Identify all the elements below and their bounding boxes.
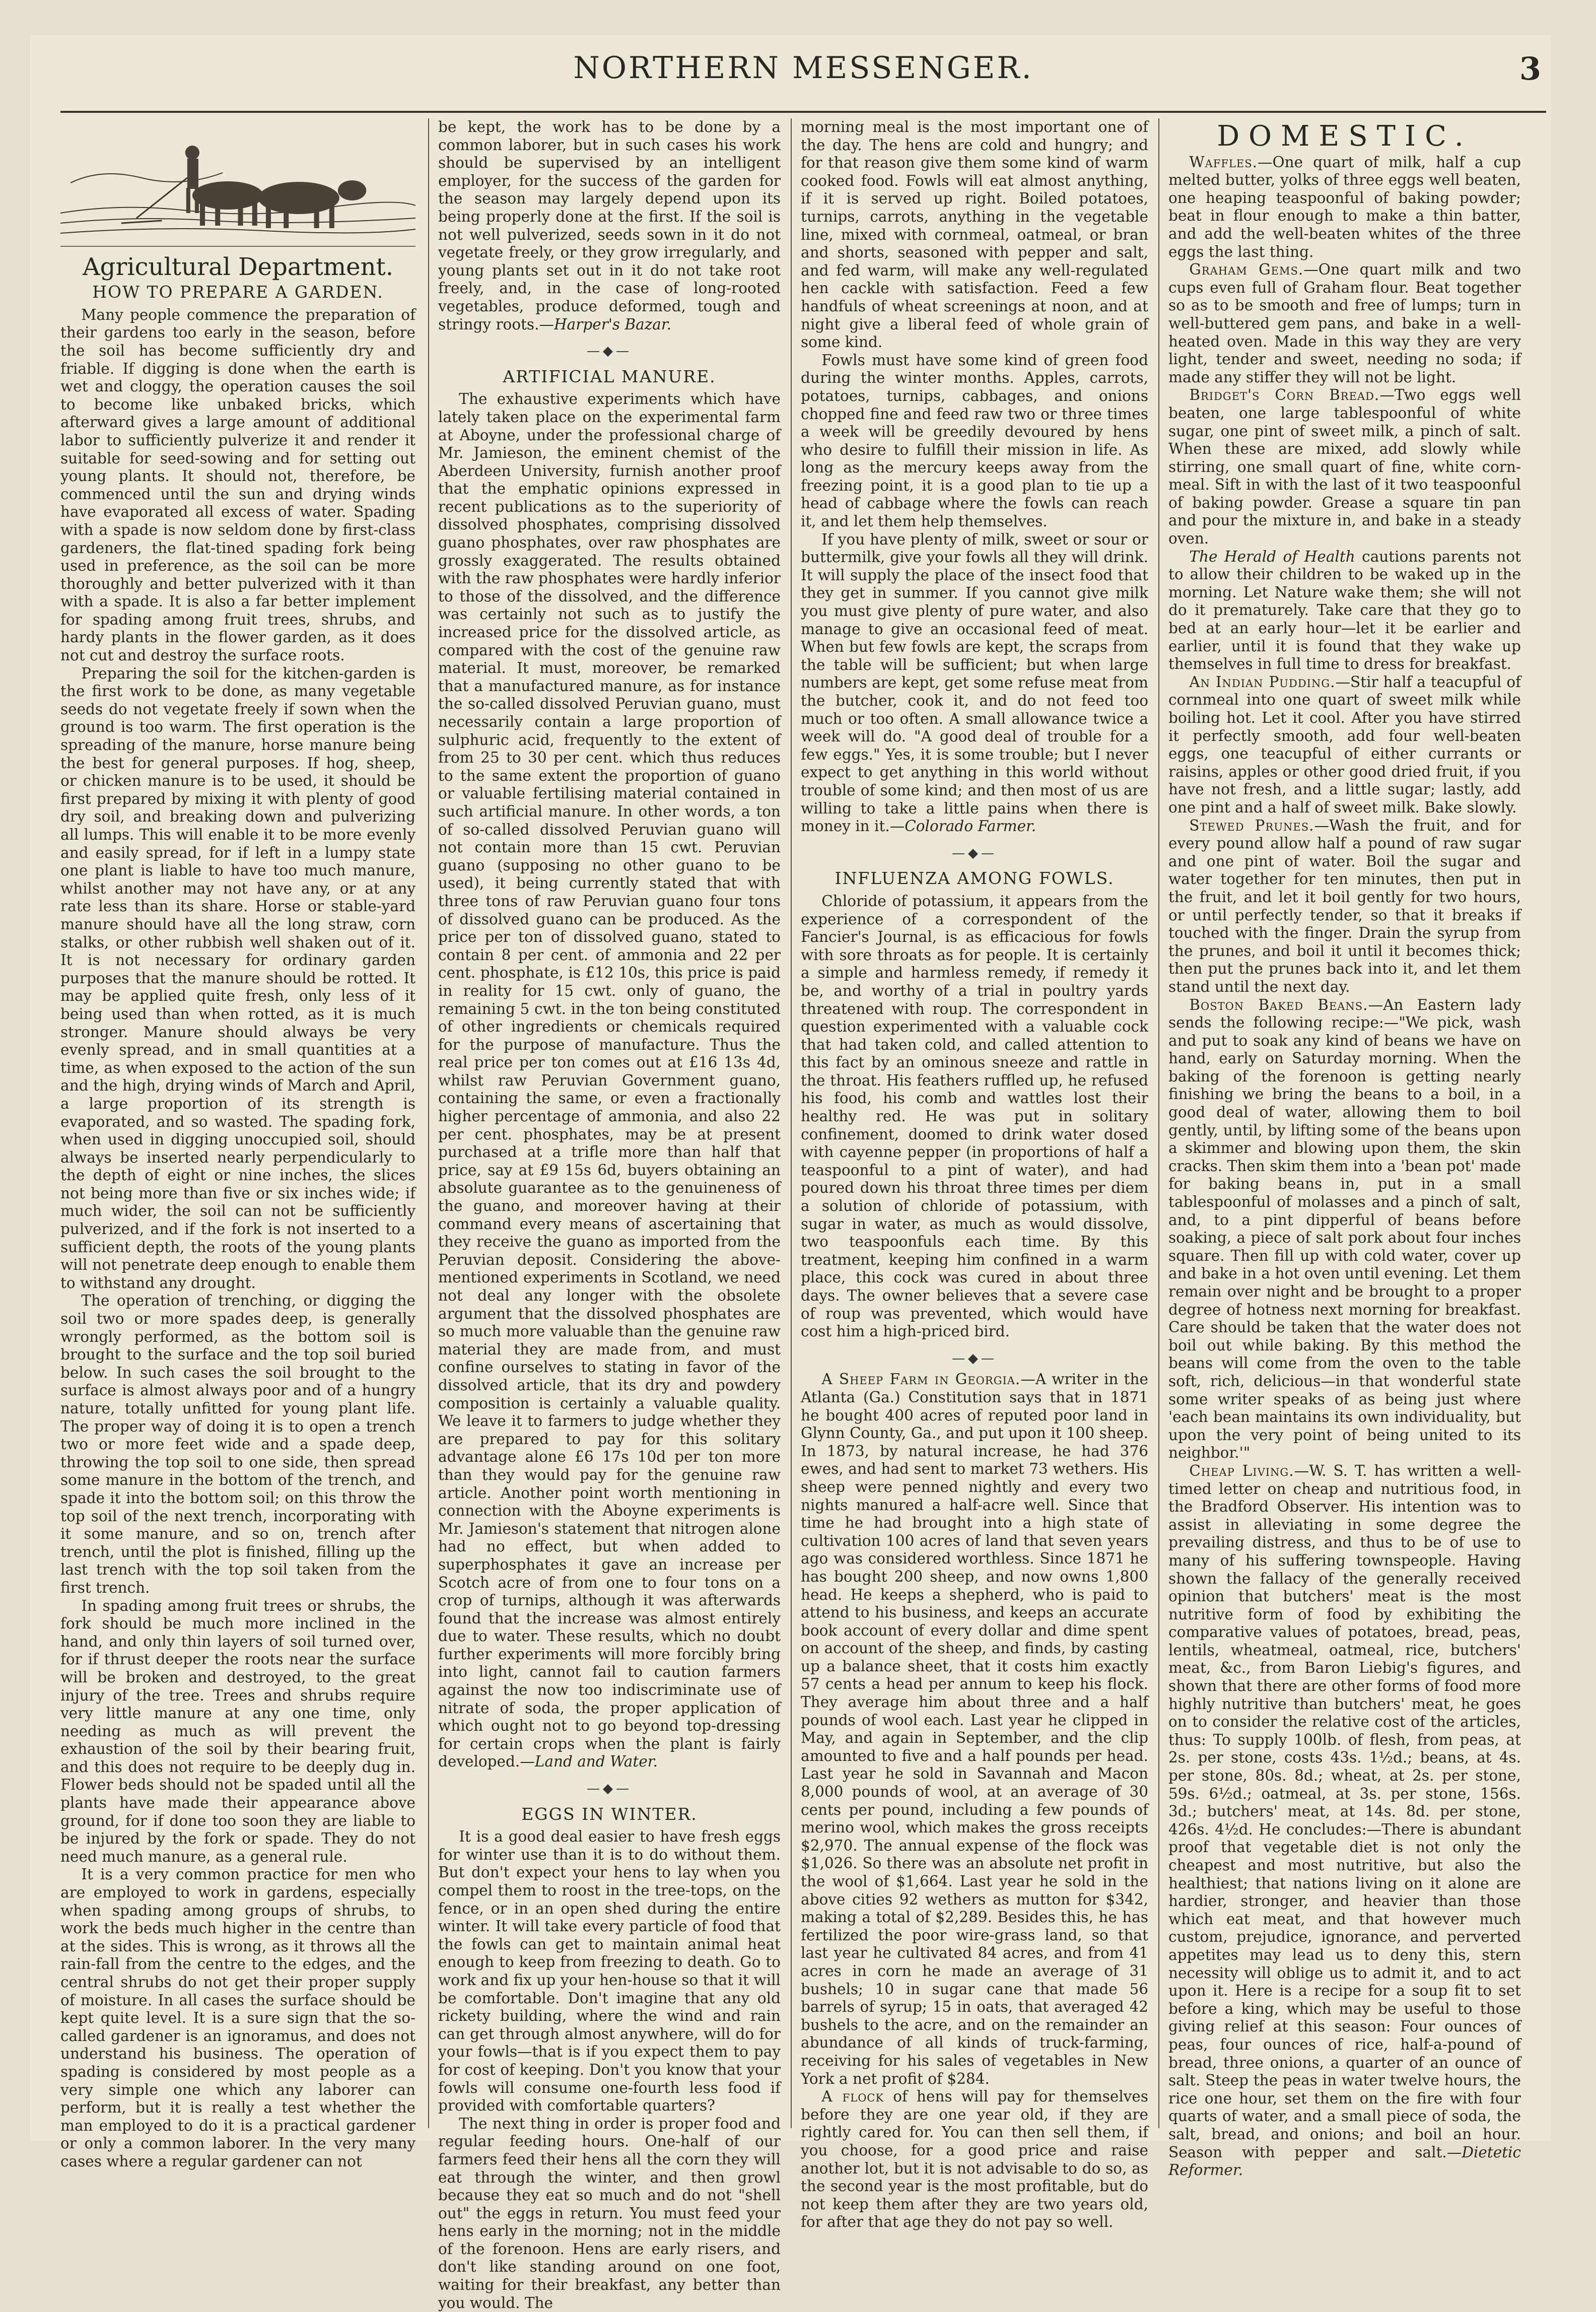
article-separator: —◆— — [952, 845, 997, 861]
recipe-item: Cheap Living.—W. S. T. has written a well-timed letter on cheap and nutritious food, in the Bradford Observer. His intention was to assist in alleviating in some degree the prevailing distress, and thus to be of use to many of his suffering townspeople. Having shown the fallacy of the generally received opinion that butchers' meat is the most nutritive form of food by exhibiting the comparative values of potatoes, bread, peas, lentils, wheatmeal, oatmeal, rice, butchers' meat, &c., from Baron Liebig's figures, and shown that there are other forms of food more highly nutritive than butchers' meat, he goes on to consider the relative cost of the articles, thus: To supply 100lb. of flesh, from peas, at 2s. per stone, costs 43s. 1½d.; beans, at 4s. per stone, 80s. 8d.; wheat, at 2s. per stone, 59s. 6½d.; oatmeal, at 3s. per stone, 156s. 3d.; butchers' meat, at 14s. 8d. per stone, 426s. 4½d. He concludes:—There is abundant proof that vegetable diet is not only the cheapest and most nutritive, but also the healthiest; that nations living on it alone are hardier, stronger, and heavier than those which eat meat, and that however much custom, prejudice, ignorance, and perverted appetites may lead us to deny this, stern necessity will oblige us to admit it, and to act upon it. Here is a recipe for a soup fit to set before a king, which may be useful to those giving relief at this season: Four ounces of peas, four ounces of rice, half-a-pound of bread, three onions, a quarter of an ounce of salt. Steep the peas in water twelve hours, the rice one hour, set them on the fire with four quarts of water, and a small piece of soda, the salt, bread, and onions; and boil an hour. Season with pepper and salt.—Dietetic Reformer. — [1168, 1462, 1521, 2179]
recipe-item: An Indian Pudding.—Stir half a teacupful of cornmeal into one quart of sweet milk while boiling hot. Let it cool. After you have stirred it perfectly smooth, add four well-beaten eggs, one teacupful of either currants or raisins, apples or other good dried fruit, if you have not fresh, and a little sugar; lastly, add one pint and a half of sweet milk. Bake slowly. — [1168, 673, 1521, 816]
recipe-item: Bridget's Corn Bread.—Two eggs well beaten, one large tablespoonful of white sugar, one pint of sweet milk, a pinch of salt. When these are mixed, add slowly while stirring, one small quart of fine, white corn-meal. Sift in with the last of it two teaspoonful of baking powder. Grease a square tin pan and pour the mixture in, and bake in a steady oven. — [1168, 386, 1521, 548]
article-separator: —◆— — [952, 1350, 997, 1366]
recipe-item: Boston Baked Beans.—An Eastern lady sends the following recipe:—"We pick, wash and put to soak any kind of beans we have on hand, early on Saturday morning. When the baking of the forenoon is getting nearly finishing we bring the beans to a boil, in a good deal of water, allowing them to boil gently, until, by lifting some of the beans upon a skimmer and blowing upon them, the skin cracks. Then skim them into a 'bean pot' made for baking beans in, put in a small tablespoonful of molasses and a pinch of salt, and, to a pint dipperful of beans before soaking, a piece of salt pork about four inches square. Then fill up with cold water, cover up and bake in a hot oven until evening. Let them remain over night and be brought to a proper degree of hotness next morning for breakfast. Care should be taken that the water does not boil out while baking. By this method the beans will come from the oven to the table soft, rich, delicious—in that wonderful state some writer speaks of as being just where 'each bean maintains its own individuality, but upon the very point of being united to its neighbor.'" — [1168, 996, 1521, 1462]
column-rule — [1158, 118, 1159, 2128]
source-attribution: Dietetic Reformer. — [1168, 2143, 1521, 2179]
eggs-paragraph: Fowls must have some kind of green food during the winter months. Apples, carrots, potatoes, turnips, cabbages, and onions chopped fine and feed raw two or three times a week will be greedily devoured by hens who desire to fulfill their mission in life. As long as the mercury keeps away from the freezing point, it is a good plan to tie up a head of cabbage where the fowls can reach it, and let them help themselves. — [801, 351, 1148, 530]
department-title: Agricultural Department. — [82, 252, 394, 281]
garden-paragraph: In spading among fruit trees or shrubs, the fork should be much more inclined in the hand, and only thin layers of soil turned over, for if thrust deeper the roots near the surface will be broken and destroyed, to the great injury of the tree. Trees and shrubs require very little manure at any one time, only needing as much as will prevent the exhaustion of the soil by their bearing fruit, and this does not require to be deeply dug in. Flower beds should not be spaded until all the plants have made their appearance above ground, for if done too soon they are liable to be injured by the fork or spade. They do not need much manure, as a general rule. — [60, 1597, 415, 1865]
column-2 — [438, 118, 781, 2311]
column-rule — [791, 118, 792, 2128]
recipe-item: Graham Gems.—One quart milk and two cups even full of Graham flour. Beat together so as to be smooth and free of lumps; turn in well-buttered gem pans, and bake in a well-heated oven. Made in this way they are very light, tender and sweet, needing no soda; if made any stiffer they will not be light. — [1168, 261, 1521, 386]
garden-paragraph: The operation of trenching, or digging the soil two or more spades deep, is generally wrongly performed, as the bottom soil is brought to the surface and the top soil buried below. In such cases the soil brought to the surface is almost always poor and of a hungry nature, totally unfitted for young plant life. The proper way of doing it is to open a trench two or more feet wide and a spade deep, throwing the top soil to one side, then spread some manure in the bottom of the trench, and spade it into the bottom soil; on this throw the top soil of the next trench, incorporating with it some manure, and so on, trench after trench, until the plot is finished, filling up the last trench with the top soil taken from the first trench. — [60, 1292, 415, 1596]
article-heading-influenza: INFLUENZA AMONG FOWLS. — [835, 868, 1115, 889]
page-number: 3 — [1519, 50, 1541, 87]
article-separator: —◆— — [587, 1781, 632, 1797]
garden-paragraph: Preparing the soil for the kitchen-garden is the first work to be done, as many vegetable seeds do not vegetate freely if sown when the ground is too warm. The first operation is the spreading of the manure, horse manure being the best for general purposes. If hog, sheep, or chicken manure is to be used, it should be first prepared by mixing it with plenty of good dry soil, and breaking down and pulverizing all lumps. This will enable it to be more evenly and easily spread, for if left in a lumpy state one plant is liable to have too much manure, whilst another may not have any, or at any rate less than its share. Horse or stable-yard manure should have all the long straw, corn stalks, or other rubbish well shaken out of it. It is not necessary for ordinary garden purposes that the manure should be rotted. It may be applied quite fresh, only less of it being used than when rotted, as it is much stronger. Manure should always be very evenly spread, and in small quantities at a time, as when exposed to the action of the sun and the high, drying winds of March and April, a large proportion of its strength is evaporated, and so wasted. The spading fork, when used in digging unoccupied soil, should always be inserted nearly perpendicularly to the depth of eight or nine inches, the slices not being more than five or six inches wide; if much wider, the soil can not be sufficiently pulverized, and if the fork is not inserted to a sufficient depth, the roots of the young plants will not penetrate deep enough to enable them to withstand any drought. — [60, 664, 415, 1291]
article-heading-eggs: EGGS IN WINTER. — [521, 1804, 698, 1824]
article-heading-garden: HOW TO PREPARE A GARDEN. — [92, 282, 384, 302]
manure-paragraph: The exhaustive experiments which have lately taken place on the experimental farm at Aboyne, under the professional charge of Mr. Jamieson, the eminent chemist of the Aberdeen University, furnish another proof that the emphatic opinions expressed in recent publications as to the superiority of dissolved phosphates, comprising dissolved guano phosphates, over raw phosphates are grossly exaggerated. The results obtained with the raw phosphates were hardly inferior to those of the dissolved, and the difference was certainly not such as to justify the increased price for the dissolved article, as compared with the cost of the genuine raw material. It must, moreover, be remarked that a manufactured manure, as for instance the so-called dissolved Peruvian guano, must necessarily contain a large proportion of sulphuric acid, frequently to the extent of from 25 to 30 per cent. which thus reduces to the same extent the proportion of guano or valuable fertilising material contained in such artificial manure. In other words, a ton of so-called dissolved Peruvian guano will not contain more than 15 cwt. Peruvian guano (supposing no other guano to be used), it being currently stated that with three tons of raw Peruvian guano four tons of dissolved guano can be produced. As the price per ton of dissolved guano, stated to contain 8 per cent. of ammonia and 22 per cent. phosphate, is £12 10s, this price is paid in reality for 15 cwt. only of guano, the remaining 5 cwt. in the ton being constituted of other ingredients or chemicals required for the purpose of manufacture. Thus the real price per ton comes out at £16 13s 4d, whilst raw Peruvian Government guano, containing the same, or even a fractionally higher percentage of ammonia, and also 22 per cent. phosphates, may be at present purchased at a trifle more than half that price, say at £9 15s 6d, buyers obtaining an absolute guarantee as to the genuineness of the guano, and moreover having at their command every means of ascertaining that they receive the guano as imported from the Peruvian deposit. Considering the above-mentioned experiments in Scotland, we need not deal any longer with the obsolete argument that the dissolved phosphates are so much more valuable than the genuine raw material they are made from, and must confine ourselves to stating in favor of the dissolved article, that its dry and powdery composition is certainly a valuable quality. We leave it to farmers to judge whether they are prepared to pay for this solitary advantage alone £6 17s 10d per ton more than they would pay for the genuine raw article. Another point worth mentioning in connection with the Aboyne experiments is Mr. Jamieson's statement that nitrogen alone had no effect, but when added to superphosphates it gave an increase per Scotch acre of from one to four tons on a crop of turnips, although it was afterwards found that the increase was almost entirely due to water. These results, which no doubt further experiments will more forcibly bring into light, cannot fail to caution farmers against the now too indiscriminate use of nitrate of soda, the proper application of which ought not to go beyond top-dressing for certain crops when the plant is fairly developed.—Land and Water. — [438, 390, 781, 1771]
sheep-farm-paragraph: A Sheep Farm in Georgia.—A writer in the Atlanta (Ga.) Constitution says that in 1871 he bought 400 acres of reputed poor land in Glynn County, Ga., and put upon it 100 sheep. In 1873, by natural increase, he had 376 ewes, and had sent to market 73 wethers. His sheep were penned nightly and every two nights manured a half-acre well. Since that time he had brought into a high state of cultivation 100 acres of land that seven years ago was considered worthless. Since 1871 he has bought 200 sheep, and now owns 1,800 head. He keeps a shepherd, who is paid to attend to his business, and keeps an accurate book account of every dollar and dime spent on account of the sheep, and finds, by casting up a balance sheet, that it costs him exactly 57 cents a head per annum to keep his flock. They average him about three and a half pounds of wool each. Last year he clipped in May, and again in September, and the clip amounted to five and a half pounds per head. Last year he sold in Savannah and Macon 8,000 pounds of wool, at an average of 30 cents per pound, including a few pounds of merino wool, which makes the gross receipts $2,970. The annual expense of the flock was $1,026. So there was an absolute net profit in the wool of $1,664. Last year he sold in the above cities 92 wethers as mutton for $342, making a total of $2,289. Besides this, he has fertilized the poor wire-grass land, so that last year he cultivated 84 acres, and from 41 acres in corn he made an average of 31 bushels; 10 in sugar cane that made 56 barrels of syrup; 15 in oats, that averaged 42 bushels to the acre, and on the remainder an abundance of all kinds of truck-farming, receiving for his sales of vegetables in New York a net profit of $284. — [801, 1371, 1148, 2087]
column-rule — [428, 118, 429, 2128]
recipe-item: Waffles.—One quart of milk, half a cup melted butter, yolks of three eggs well beaten, one heaping teaspoonful of baking powder; beat in flour enough to make a thin batter, and add the well-beaten whites of the three eggs the last thing. — [1168, 153, 1521, 260]
column-4 — [1168, 118, 1521, 2179]
garden-paragraph: It is a very common practice for men who are employed to work in gardens, especially when spading among groups of shrubs, to work the beds much higher in the centre than at the sides. This is wrong, as it throws all the rain-fall from the centre to the edges, and the central shrubs do not get their proper supply of moisture. In all cases the surface should be kept quite level. It is a sure sign that the so-called gardener is an ignoramus, and does not understand his business. The operation of spading is considered by most people as a very simple one which any laborer can perform, but it is really a test whether the man employed to do it is a practical gardener or only a common laborer. In the very many cases where a regular gardener can not — [60, 1866, 415, 2170]
garden-paragraph: Many people commence the preparation of their gardens too early in the season, before the soil has become sufficiently dry and friable. If digging is done when the earth is wet and cloggy, the operation causes the soil to become like unbaked bricks, which afterward gives a large amount of additional labor to sufficiently pulverize it and render it suitable for seed-sowing and for setting out young plants. It should not, therefore, be commenced until the sun and drying winds have evaporated all excess of water. Spading with a spade is now seldom done by first-class gardeners, the flat-tined spading fork being used in preference, as the soil can be more thoroughly and better pulverized with it than with a spade. It is also a far better implement for spading among fruit trees, shrubs, and hardy plants in the flower garden, as it does not cut and destroy the surface roots. — [60, 306, 415, 664]
eggs-continuation: morning meal is the most important one of the day. The hens are cold and hungry; and for that reason give them some kind of warm cooked food. Fowls will eat almost anything, if it is served up right. Boiled potatoes, turnips, carrots, anything in the vegetable line, mixed with cornmeal, oatmeal, or bran and shorts, seasoned with pepper and salt, and fed warm, will make any well-regulated hen cackle with satisfaction. Feed a few handfuls of wheat screenings at noon, and at night give a liberal feed of whole grain of some kind. — [801, 118, 1148, 351]
garden-continuation: be kept, the work has to be done by a common laborer, but in such cases his work should be supervised by an intelligent employer, for the success of the garden for the season may largely depend upon its being properly done at the first. If the soil is not well pulverized, seeds sown in it do not vegetate freely, or they grow irregularly, and young plants set out in it do not take root freely, and, in the case of long-rooted vegetables, produce deformed, tough and stringy roots.—Harper's Bazar. — [438, 118, 781, 333]
eggs-paragraph: It is a good deal easier to have fresh eggs for winter use than it is to do without them. But don't expect your hens to lay when you compel them to roost in the tree-tops, on the fence, or in an open shed during the entire winter. It will take every particle of food that the fowls can get to maintain animal heat enough to keep from freezing to death. Go to work and fix up your hen-house so that it will be comfortable. Don't imagine that any old rickety building, where the wind and rain can get through almost anywhere, will do for your fowls—that is if you expect them to pay for cost of keeping. Don't you know that your fowls will consume one-fourth less food if provided with comfortable quarters? — [438, 1828, 781, 2115]
column-1 — [60, 118, 415, 2170]
recipe-item: Stewed Prunes.—Wash the fruit, and for every pound allow half a pound of raw sugar and one pint of water. Boil the sugar and water together for ten minutes, then put in the fruit, and let it boil gently for two hours, or until perfectly tender, so that it breaks if touched with the finger. Drain the syrup from the prunes, and boil it until it becomes thick; then put the prunes back into it, and let them stand until the next day. — [1168, 817, 1521, 995]
newspaper-page — [30, 35, 1551, 2311]
item-lead: A Sheep Farm in Georgia. — [821, 1371, 1021, 1388]
ploughing-woodcut-image — [60, 122, 415, 247]
source-attribution: Harper's Bazar. — [553, 315, 672, 333]
flock-paragraph: A flock of hens will pay for themselves before they are one year old, if they are rightly cared for. You can then sell them, if you choose, for a good price and raise another lot, but it is not advisable to do so, as the second year is the most profitable, but do not keep them after they are two years old, for after that age they do not pay so well. — [801, 2088, 1149, 2231]
domestic-heading: DOMESTIC. — [1217, 120, 1473, 153]
eggs-paragraph: If you have plenty of milk, sweet or sour or buttermilk, give your fowls all they will drink. It will supply the place of the insect food that they get in summer. If you cannot give milk you must give plenty of pure water, and also manage to give an occasional feed of meat. When but few fowls are kept, the scraps from the table will be sufficient; but when large numbers are kept, get some refuse meat from the butcher, cook it, and do not feed too much or too often. A small allowance twice a week will do. "A good deal of trouble for a few eggs." Yes, it is some trouble; but I never expect to get anything in this world without trouble of some kind; and then most of us are willing to take a little pains when there is money in it.—Colorado Farmer. — [801, 530, 1148, 835]
influenza-paragraph: Chloride of potassium, it appears from the experience of a correspondent of the Fancier's Journal, is as efficacious for fowls with sore throats as for people. It is certainly a simple and harmless remedy, if remedy it be, and worthy of a trial in poultry yards threatened with roup. The correspondent in question experimented with a valuable cock that had taken cold, and called attention to this fact by an ominous sneeze and rattle in the throat. His feathers ruffled up, he refused his food, his comb and wattles lost their healthy red. He was put in solitary confinement, doomed to drink water dosed with cayenne pepper (in proportions of half a teaspoonful to a pint of water), and had poured down his throat three times per diem a solution of chloride of potassium, with sugar in water, as much as would dissolve, two teaspoonfuls each time. By this treatment, keeping him confined in a warm place, this cock was cured in about three days. The owner believes that a severe case of roup was prevented, which would have cost him a high-priced bird. — [801, 892, 1148, 1340]
item-lead: A flock — [821, 2088, 884, 2105]
source-attribution: Land and Water. — [534, 1753, 658, 1771]
eggs-paragraph: The next thing in order is proper food and regular feeding hours. One-half of our farmers feed their hens all the corn they will eat through the winter, and then growl because they eat so much and do not "shell out" the eggs in return. You must feed your hens early in the morning; not in the middle of the forenoon. Hens are early risers, and don't like standing around on one foot, waiting for their breakfast, any better than you would. The — [438, 2115, 781, 2311]
masthead-title: NORTHERN MESSENGER. — [573, 50, 1033, 86]
recipe-item: The Herald of Health cautions parents not to allow their children to be waked up in the morning. Let Nature wake them; she will not do it prematurely. Take care that they go to bed at an early hour—let it be earlier and earlier, until it is found that they wake up themselves in full time to dress for breakfast. — [1168, 548, 1521, 673]
source-attribution: Colorado Farmer. — [905, 818, 1036, 835]
article-separator: —◆— — [587, 344, 632, 359]
masthead — [60, 35, 1546, 113]
column-3 — [801, 118, 1149, 2231]
article-heading-manure: ARTIFICIAL MANURE. — [503, 366, 716, 386]
